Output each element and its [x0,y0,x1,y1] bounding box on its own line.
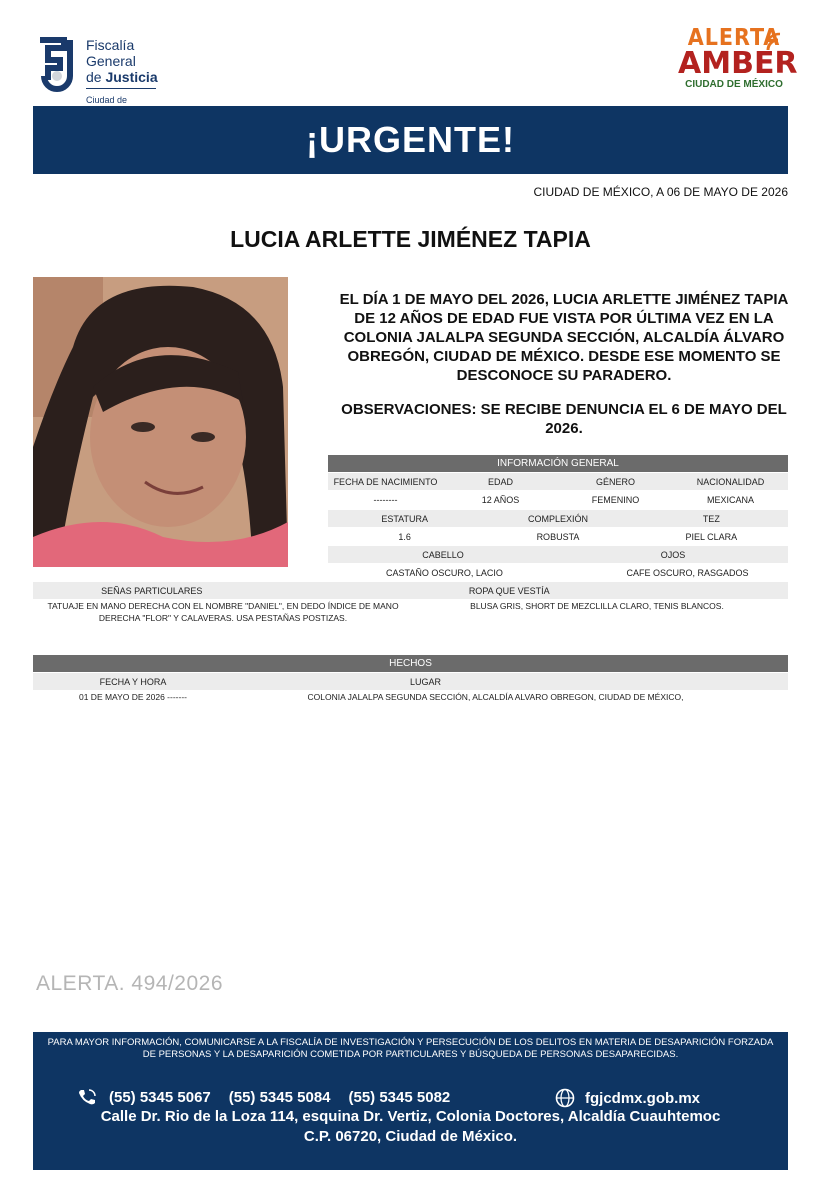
dateline: CIUDAD DE MÉXICO, A 06 DE MAYO DE 2026 [533,185,788,199]
observations: OBSERVACIONES: SE RECIBE DENUNCIA EL 6 DE MAYO DEL 2026. [341,401,787,437]
value-eyes: CAFE OSCURO, RASGADOS [626,567,749,578]
address-line1: Calle Dr. Rio de la Loza 114, esquina Dr. Vertiz, Colonia Doctores, Alcaldía Cuauhtemoc [100,1108,721,1125]
info-row1-labels [328,473,788,490]
globe-icon [555,1088,575,1108]
address [33,1107,788,1147]
value-date-time: 01 DE MAYO DE 2026 ------- [78,692,187,702]
value-complexion: PIEL CLARA [685,531,738,542]
info-row2-labels [328,510,788,527]
hechos-labels [33,673,788,690]
amber-waves-icon [764,32,790,54]
footer-legal-text: PARA MAYOR INFORMACIÓN, COMUNICARSE A LA FISCALÍA DE INVESTIGACIÓN Y PERSECUCIÓN DE LOS DELITOS EN MATERIA DE DESAPARICIÓN FORZADA DE PERSONAS Y LA DESAPARICIÓN COMETIDA POR PARTICULARES Y BÚSQUEDA DE PERSONAS DESAPARECIDAS. [47,1037,774,1060]
case-description: EL DÍA 1 DE MAYO DEL 2026, LUCIA ARLETTE JIMÉNEZ TAPIA DE 12 AÑOS DE EDAD FUE VISTA POR ÚLTIMA VEZ EN LA COLONIA JALALPA SEGUNDA SECCIÓN, ALCALDÍA ÁLVARO OBREGÓN, CIUDAD DE MÉXICO. DESDE ESE MOMENTO SE DESCONOCE SU PARADERO. [339,291,789,384]
value-age: 12 AÑOS [481,494,520,505]
label-date-time: FECHA Y HORA [99,676,167,687]
label-age: EDAD [487,476,513,487]
portrait-illustration [33,277,288,567]
value-birthdate: -------- [373,494,398,505]
label-build: COMPLEXIÓN [527,513,588,524]
label-hair: CABELLO [422,549,464,560]
label-height: ESTATURA [381,513,428,524]
website-link[interactable]: fgjcdmx.gob.mx [585,1089,701,1107]
address-line2: C.P. 06720, Ciudad de México. [303,1128,518,1145]
alerta-amber-logo [678,25,798,102]
phone-number[interactable]: (55) 5345 5084 [228,1088,331,1106]
fgj-logo [34,34,164,105]
person-photo [33,277,288,567]
label-birthdate: FECHA DE NACIMIENTO [333,476,438,487]
label-gender: GÉNERO [595,476,635,487]
label-distinguishing-marks: SEÑAS PARTICULARES [101,585,203,596]
phone-number[interactable]: (55) 5345 5082 [348,1088,451,1106]
fgj-line3-pre: de [86,69,106,85]
alert-number: ALERTA. 494/2026 [36,972,224,995]
value-clothing: BLUSA GRIS, SHORT DE MEZCLILLA CLARO, TENIS BLANCOS. [470,601,724,611]
amber-line3: CIUDAD DE MÉXICO [685,79,783,90]
value-distinguishing-marks: TATUAJE EN MANO DERECHA CON EL NOMBRE "DANIEL", EN DEDO ÍNDICE DE MANO DERECHA "FLOR" Y CALAVERAS. USA PESTAÑAS POSTIZAS. [47,601,399,623]
fgj-line4: Ciudad de [86,88,156,124]
label-place: LUGAR [409,676,441,687]
hechos-header: HECHOS [33,655,788,672]
info-row3-labels [328,546,788,563]
phone-list [77,1088,468,1106]
value-place: COLONIA JALALPA SEGUNDA SECCIÓN, ALCALDÍA ALVARO OBREGON, CIUDAD DE MÉXICO, [307,692,684,702]
value-hair: CASTAÑO OSCURO, LACIO [386,567,503,578]
fgj-line1: Fiscalía [86,37,135,53]
value-gender: FEMENINO [591,494,640,505]
amber-line2: AMBER [678,46,798,81]
phone-icon [77,1088,97,1106]
label-eyes: OJOS [660,549,686,560]
info-row3-values [328,564,788,581]
phone-number[interactable]: (55) 5345 5067 [109,1088,211,1106]
value-height: 1.6 [398,531,411,542]
fgj-emblem-icon [34,36,80,98]
info-row2-values [328,528,788,545]
label-nationality: NACIONALIDAD [696,476,765,487]
info-header-label: INFORMACIÓN GENERAL [497,458,619,469]
info-row4-labels [33,582,788,599]
amber-line1: ALERTA [687,25,781,51]
label-clothing: ROPA QUE VESTÍA [468,585,550,596]
info-header [328,455,788,472]
fgj-line2: General [86,53,136,69]
label-complexion: TEZ [702,513,720,524]
footer-contact [33,1032,788,1170]
hechos-values [33,690,788,704]
website [555,1088,700,1108]
person-name: LUCIA ARLETTE JIMÉNEZ TAPIA [230,226,591,252]
value-nationality: MEXICANA [706,494,754,505]
info-row1-values [328,491,788,508]
fgj-line3 [86,69,158,85]
urgent-banner: ¡URGENTE! [33,106,788,174]
value-build: ROBUSTA [536,531,580,542]
fgj-line3-bold: Justicia [105,69,158,85]
